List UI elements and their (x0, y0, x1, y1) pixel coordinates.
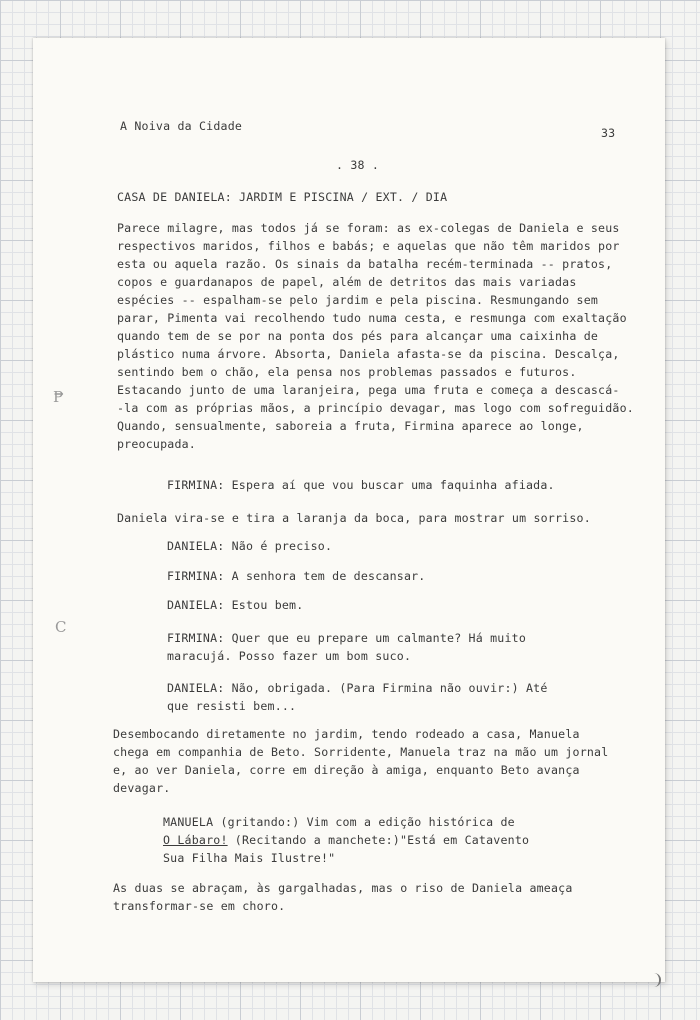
dialogue-daniela: DANIELA: Não, obrigada. (Para Firmina não ouvir:) Até (167, 681, 548, 695)
dialogue-firmina: maracujá. Posso fazer um bom suco. (167, 649, 412, 663)
pencil-mark-icon: ₱ (53, 388, 64, 406)
action-line: Estacando junto de uma laranjeira, pega uma fruta e começa a descascá- (117, 383, 620, 397)
script-page (33, 38, 665, 982)
action-line: preocupada. (117, 437, 196, 451)
scene-heading: CASA DE DANIELA: JARDIM E PISCINA / EXT. / DIA (117, 190, 448, 204)
dialogue-firmina: FIRMINA: Espera aí que vou buscar uma faquinha afiada. (167, 478, 555, 492)
document-title: A Noiva da Cidade (120, 119, 243, 133)
action-line: quando tem de se por na ponta dos pés para alcançar uma caixinha de (117, 329, 599, 343)
dialogue-manuela: MANUELA (gritando:) Vim com a edição histórica de (163, 815, 515, 829)
action-line: espécies -- espalham-se pelo jardim e pela piscina. Resmungando sem (117, 293, 599, 307)
action-line: devagar. (113, 781, 171, 795)
newspaper-title: O Lábaro! (163, 833, 228, 847)
action-line: As duas se abraçam, às gargalhadas, mas o riso de Daniela ameaça (113, 881, 573, 895)
action-line: copos e guardanapos de papel, além de detritos das mais variadas (117, 275, 577, 289)
dialogue-manuela (163, 831, 529, 849)
action-line: transformar-se em choro. (113, 899, 286, 913)
action-line: Quando, sensualmente, saboreia a fruta, Firmina aparece ao longe, (117, 419, 584, 433)
dialogue-daniela: DANIELA: Estou bem. (167, 598, 304, 612)
action-line: chega em companhia de Beto. Sorridente, Manuela traz na mão um jornal (113, 745, 609, 759)
dialogue-daniela: DANIELA: Não é preciso. (167, 539, 333, 553)
action-line: respectivos maridos, filhos e babás; e aquelas que não têm maridos por (117, 239, 620, 253)
page-number: 33 (601, 126, 616, 140)
action-line: sentindo bem o chão, ela pensa nos problemas passados e futuros. (117, 365, 577, 379)
dialogue-daniela: que resisti bem... (167, 699, 297, 713)
staple-hole-icon (651, 973, 661, 987)
action-line: plástico numa árvore. Absorta, Daniela afasta-se da piscina. Descalça, (117, 347, 620, 361)
action-line: -la com as próprias mãos, a princípio devagar, mas logo com sofreguidão. (117, 401, 634, 415)
dialogue-firmina: FIRMINA: Quer que eu prepare um calmante? Há muito (167, 631, 527, 645)
action-line: e, ao ver Daniela, corre em direção à amiga, enquanto Beto avança (113, 763, 580, 777)
dialogue-firmina: FIRMINA: A senhora tem de descansar. (167, 569, 426, 583)
dialogue-manuela: Sua Filha Mais Ilustre!" (163, 851, 336, 865)
action-line: Desembocando diretamente no jardim, tendo rodeado a casa, Manuela (113, 727, 580, 741)
pencil-mark-icon: Ϲ (55, 618, 67, 636)
action-line: parar, Pimenta vai recolhendo tudo numa cesta, e resmunga com exaltação (117, 311, 627, 325)
action-line: Parece milagre, mas todos já se foram: as ex-colegas de Daniela e seus (117, 221, 620, 235)
action-line: esta ou aquela razão. Os sinais da batalha recém-terminada -- pratos, (117, 257, 613, 271)
dialogue-text: (Recitando a manchete:)"Está em Catavento (227, 833, 530, 847)
scene-number: . 38 . (336, 158, 380, 172)
action-line: Daniela vira-se e tira a laranja da boca, para mostrar um sorriso. (117, 511, 591, 525)
